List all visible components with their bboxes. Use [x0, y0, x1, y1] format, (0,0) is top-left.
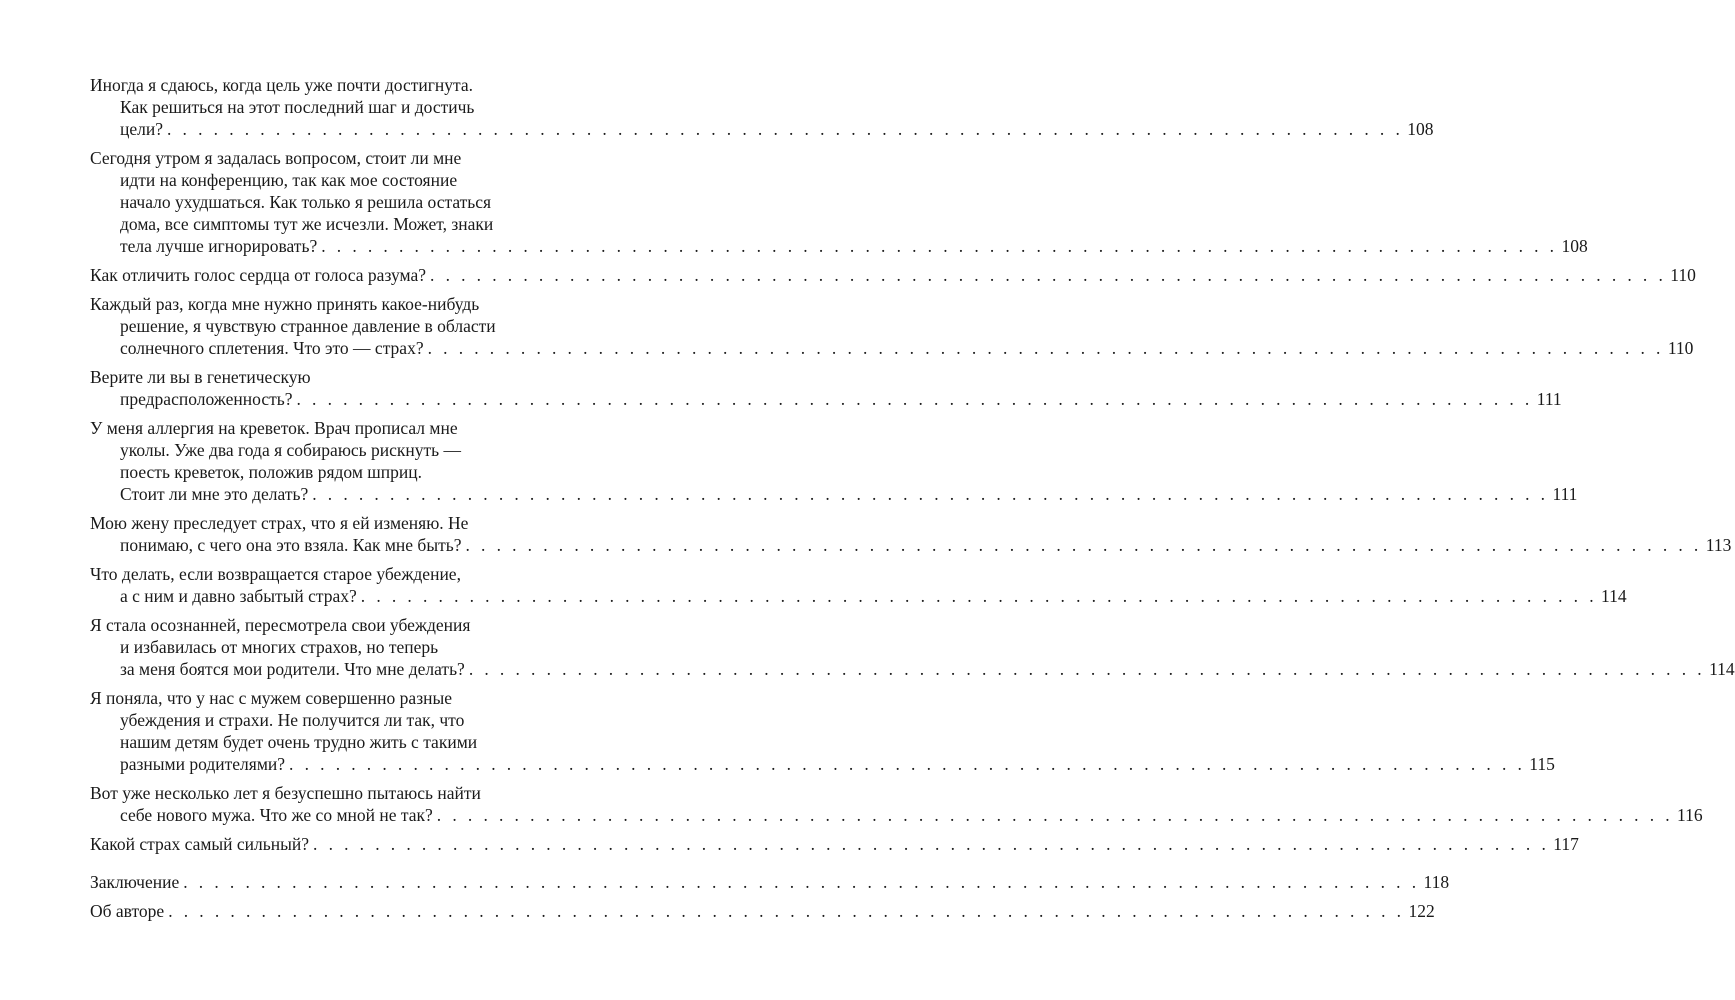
page-number: 111	[1552, 484, 1578, 504]
dot-leader: . . . . . . . . . . . . . . . . . . . . . . . . . . . . . . . . . . . . . . . . . . . . . . . . . . . . . . . . . . . . . . . . . . . . . . . . . . . . . . . .	[430, 265, 1667, 285]
toc-entry	[90, 74, 1434, 140]
toc-entry-line: уколы. Уже два года я собираюсь рискнуть —	[120, 440, 462, 460]
toc-entry	[90, 563, 1627, 607]
toc-entry-line: дома, все симптомы тут же исчезли. Может, знаки	[120, 214, 494, 234]
toc-entry-line: Я поняла, что у нас с мужем совершенно разные	[90, 688, 452, 708]
toc-entry-line: и избавилась от многих страхов, но теперь	[120, 637, 439, 657]
page-number: 110	[1667, 338, 1694, 358]
toc-entry	[90, 614, 1735, 680]
toc-entry	[90, 687, 1555, 775]
toc-entry-line: убеждения и страхи. Не получится ли так, что	[120, 710, 465, 730]
toc-entry-line: предрасположенность?	[120, 389, 293, 409]
toc-entry-line: Как отличить голос сердца от голоса разума?	[90, 265, 427, 285]
toc-entry-line: поесть креветок, положив рядом шприц.	[120, 462, 422, 482]
toc-entry-line: Вот уже несколько лет я безуспешно пытаюсь найти	[90, 783, 481, 803]
toc-entry-line: Об авторе	[90, 901, 165, 921]
page-number: 117	[1553, 834, 1579, 854]
toc-entry-line: Сегодня утром я задалась вопросом, стоит ли мне	[90, 148, 462, 168]
page-number: 116	[1677, 805, 1703, 825]
page-number: 110	[1670, 265, 1696, 285]
page-number: 115	[1529, 754, 1555, 774]
dot-leader: . . . . . . . . . . . . . . . . . . . . . . . . . . . . . . . . . . . . . . . . . . . . . . . . . . . . . . . . . . . . . . . . . . . . . . . . . . . . . . . .	[465, 535, 1702, 555]
dot-leader: . . . . . . . . . . . . . . . . . . . . . . . . . . . . . . . . . . . . . . . . . . . . . . . . . . . . . . . . . . . . . . . . . . . . . . . . . . . . . . . .	[167, 119, 1404, 139]
toc-entry	[90, 264, 1696, 286]
dot-leader: . . . . . . . . . . . . . . . . . . . . . . . . . . . . . . . . . . . . . . . . . . . . . . . . . . . . . . . . . . . . . . . . . . . . . . . . . . . . . . . .	[321, 236, 1558, 256]
dot-leader: . . . . . . . . . . . . . . . . . . . . . . . . . . . . . . . . . . . . . . . . . . . . . . . . . . . . . . . . . . . . . . . . . . . . . . . . . . . . . . . .	[436, 805, 1674, 825]
dot-leader: . . . . . . . . . . . . . . . . . . . . . . . . . . . . . . . . . . . . . . . . . . . . . . . . . . . . . . . . . . . . . . . . . . . . . . . . . . . . . . . .	[313, 834, 1550, 854]
toc-entry-line: себе нового мужа. Что же со мной не так?	[120, 805, 433, 825]
toc-entry-line: Я стала осознанней, пересмотрела свои убеждения	[90, 615, 471, 635]
table-of-contents	[90, 74, 1735, 929]
toc-entry	[90, 871, 1450, 893]
toc-entry-line: понимаю, с чего она это взяла. Как мне быть?	[120, 535, 462, 555]
toc-entry-line: нашим детям будет очень трудно жить с такими	[120, 732, 478, 752]
dot-leader: . . . . . . . . . . . . . . . . . . . . . . . . . . . . . . . . . . . . . . . . . . . . . . . . . . . . . . . . . . . . . . . . . . . . . . . . . . . . . . . .	[312, 484, 1549, 504]
toc-entry	[90, 293, 1694, 359]
toc-entry	[90, 147, 1588, 257]
toc-entry-line: идти на конференцию, так как мое состояние	[120, 170, 458, 190]
dot-leader: . . . . . . . . . . . . . . . . . . . . . . . . . . . . . . . . . . . . . . . . . . . . . . . . . . . . . . . . . . . . . . . . . . . . . . . . . . . . . . . .	[289, 754, 1526, 774]
page-number: 114	[1601, 586, 1627, 606]
dot-leader: . . . . . . . . . . . . . . . . . . . . . . . . . . . . . . . . . . . . . . . . . . . . . . . . . . . . . . . . . . . . . . . . . . . . . . . . . . . . . . . .	[168, 901, 1405, 921]
page-number: 122	[1408, 901, 1435, 921]
dot-leader: . . . . . . . . . . . . . . . . . . . . . . . . . . . . . . . . . . . . . . . . . . . . . . . . . . . . . . . . . . . . . . . . . . . . . . . . . . . . . . . .	[427, 338, 1664, 358]
toc-entry-line: Верите ли вы в генетическую	[90, 367, 311, 387]
toc-entry	[90, 782, 1703, 826]
toc-entry	[90, 833, 1579, 855]
toc-entry-line: Какой страх самый сильный?	[90, 834, 310, 854]
toc-entry-line: Мою жену преследует страх, что я ей изменяю. Не	[90, 513, 469, 533]
toc-entry	[90, 366, 1562, 410]
dot-leader: . . . . . . . . . . . . . . . . . . . . . . . . . . . . . . . . . . . . . . . . . . . . . . . . . . . . . . . . . . . . . . . . . . . . . . . . . . . . . . . .	[468, 659, 1706, 679]
page-number: 114	[1709, 659, 1735, 679]
page-number: 113	[1705, 535, 1732, 555]
toc-entry-line: за меня боятся мои родители. Что мне делать?	[120, 659, 465, 679]
dot-leader: . . . . . . . . . . . . . . . . . . . . . . . . . . . . . . . . . . . . . . . . . . . . . . . . . . . . . . . . . . . . . . . . . . . . . . . . . . . . . . . .	[183, 872, 1420, 892]
toc-entry-line: начало ухудшаться. Как только я решила остаться	[120, 192, 492, 212]
page-number: 108	[1407, 119, 1434, 139]
toc-entry-line: решение, я чувствую странное давление в области	[120, 316, 496, 336]
toc-entry	[90, 900, 1435, 922]
toc-entry	[90, 512, 1732, 556]
page-number: 111	[1536, 389, 1562, 409]
toc-entry-line: У меня аллергия на креветок. Врач прописал мне	[90, 418, 458, 438]
toc-entry-line: а с ним и давно забытый страх?	[120, 586, 357, 606]
toc-entry-line: цели?	[120, 119, 163, 139]
toc-entry-line: Как решиться на этот последний шаг и достичь	[120, 97, 475, 117]
page-number: 108	[1561, 236, 1588, 256]
toc-entry-line: Заключение	[90, 872, 180, 892]
dot-leader: . . . . . . . . . . . . . . . . . . . . . . . . . . . . . . . . . . . . . . . . . . . . . . . . . . . . . . . . . . . . . . . . . . . . . . . . . . . . . . . .	[296, 389, 1533, 409]
toc-entry-line: разными родителями?	[120, 754, 286, 774]
toc-entry-line: Что делать, если возвращается старое убеждение,	[90, 564, 461, 584]
toc-entry-line: Иногда я сдаюсь, когда цель уже почти достигнута.	[90, 75, 474, 95]
toc-entry	[90, 417, 1578, 505]
page-number: 118	[1423, 872, 1450, 892]
dot-leader: . . . . . . . . . . . . . . . . . . . . . . . . . . . . . . . . . . . . . . . . . . . . . . . . . . . . . . . . . . . . . . . . . . . . . . . . . . . . . . . .	[360, 586, 1598, 606]
toc-entry-line: солнечного сплетения. Что это — страх?	[120, 338, 424, 358]
toc-entry-line: Стоит ли мне это делать?	[120, 484, 309, 504]
toc-entry-line: тела лучше игнорировать?	[120, 236, 318, 256]
toc-entry-line: Каждый раз, когда мне нужно принять какое-нибудь	[90, 294, 480, 314]
